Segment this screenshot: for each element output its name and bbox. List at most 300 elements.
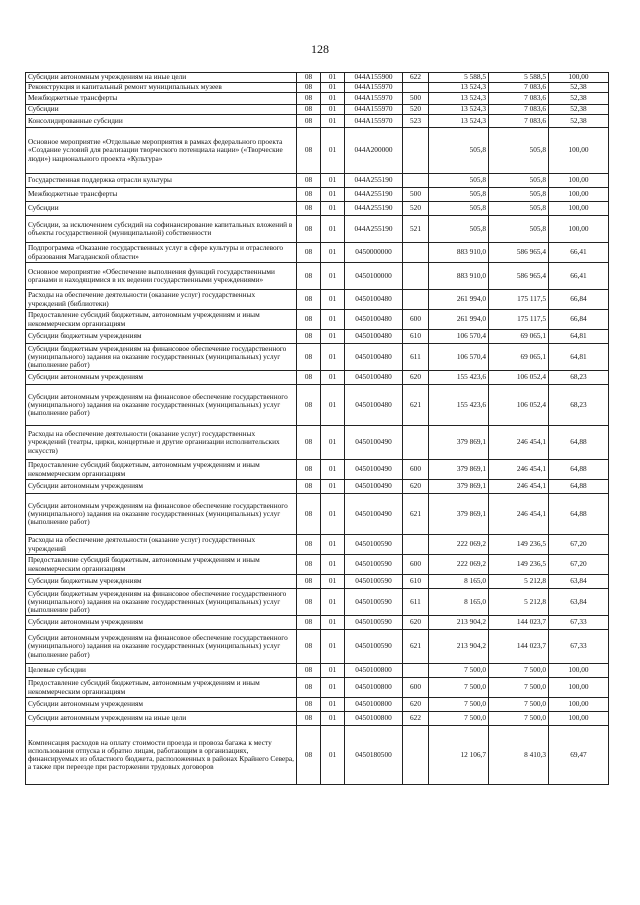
subsection-code: 01: [321, 128, 345, 174]
expense-type-code: 611: [403, 589, 429, 616]
section-code: 08: [297, 698, 321, 712]
expense-type-code: 620: [403, 616, 429, 630]
subsection-code: 01: [321, 105, 345, 115]
target-article-code: 0450100590: [345, 555, 403, 575]
actual-amount: 586 965,4: [489, 243, 549, 263]
section-code: 08: [297, 128, 321, 174]
expense-type-code: 523: [403, 115, 429, 128]
target-article-code: 0450100490: [345, 426, 403, 460]
actual-amount: 149 236,5: [489, 555, 549, 575]
actual-amount: 7 083,6: [489, 115, 549, 128]
actual-amount: 8 410,3: [489, 726, 549, 785]
subsection-code: 01: [321, 575, 345, 589]
section-code: 08: [297, 630, 321, 664]
execution-percent: 66,84: [549, 290, 609, 310]
table-row: [26, 344, 609, 371]
section-code: 08: [297, 616, 321, 630]
row-name: Субсидии, за исключением субсидий на софинансирование капитальных вложений в объекты государственной (муниципальной) собственности: [26, 216, 297, 243]
subsection-code: 01: [321, 589, 345, 616]
row-name: Субсидии автономным учреждениям на финансовое обеспечение государственного (муниципального) задания на оказание государственных (муниципальных) услуг (выполнение работ): [26, 385, 297, 426]
expense-type-code: [403, 535, 429, 555]
planned-amount: 222 069,2: [429, 535, 489, 555]
subsection-code: 01: [321, 83, 345, 93]
execution-percent: 64,81: [549, 330, 609, 344]
execution-percent: 52,38: [549, 83, 609, 93]
actual-amount: 505,8: [489, 202, 549, 216]
expense-type-code: 611: [403, 344, 429, 371]
table-row: [26, 83, 609, 93]
row-name: Субсидии бюджетным учреждениям: [26, 330, 297, 344]
section-code: 08: [297, 678, 321, 698]
actual-amount: 246 454,1: [489, 494, 549, 535]
expense-type-code: [403, 174, 429, 188]
subsection-code: 01: [321, 344, 345, 371]
expense-type-code: 600: [403, 678, 429, 698]
planned-amount: 155 423,6: [429, 371, 489, 385]
table-row: [26, 726, 609, 785]
section-code: 08: [297, 535, 321, 555]
target-article-code: 0450100480: [345, 371, 403, 385]
subsection-code: 01: [321, 310, 345, 330]
row-name: Предоставление субсидий бюджетным, автономным учреждениям и иным некоммерческим организациям: [26, 678, 297, 698]
target-article-code: 044A155900: [345, 73, 403, 83]
target-article-code: 0450100800: [345, 698, 403, 712]
section-code: 08: [297, 712, 321, 726]
target-article-code: 0450100800: [345, 664, 403, 678]
table-row: [26, 460, 609, 480]
execution-percent: 66,84: [549, 310, 609, 330]
subsection-code: 01: [321, 263, 345, 290]
target-article-code: 0450100480: [345, 344, 403, 371]
execution-percent: 69,47: [549, 726, 609, 785]
row-name: Субсидии автономным учреждениям на иные цели: [26, 73, 297, 83]
table-row: [26, 630, 609, 664]
planned-amount: 505,8: [429, 174, 489, 188]
actual-amount: 505,8: [489, 128, 549, 174]
row-name: Субсидии бюджетным учреждениям на финансовое обеспечение государственного (муниципального) задания на оказание государственных (муниципальных) услуг (выполнение работ): [26, 589, 297, 616]
planned-amount: 261 994,0: [429, 290, 489, 310]
planned-amount: 883 910,0: [429, 243, 489, 263]
row-name: Расходы на обеспечение деятельности (оказание услуг) государственных учреждений (библиотеки): [26, 290, 297, 310]
subsection-code: 01: [321, 480, 345, 494]
section-code: 08: [297, 83, 321, 93]
planned-amount: 13 524,3: [429, 93, 489, 105]
expense-type-code: 521: [403, 216, 429, 243]
target-article-code: 044A255190: [345, 216, 403, 243]
target-article-code: 0450100800: [345, 712, 403, 726]
target-article-code: 0450100800: [345, 678, 403, 698]
target-article-code: 0450100590: [345, 616, 403, 630]
planned-amount: 222 069,2: [429, 555, 489, 575]
target-article-code: 0450100000: [345, 263, 403, 290]
execution-percent: 67,33: [549, 616, 609, 630]
row-name: Предоставление субсидий бюджетным, автономным учреждениям и иным некоммерческим организациям: [26, 460, 297, 480]
target-article-code: 0450180500: [345, 726, 403, 785]
execution-percent: 67,33: [549, 630, 609, 664]
planned-amount: 883 910,0: [429, 263, 489, 290]
execution-percent: 64,88: [549, 494, 609, 535]
subsection-code: 01: [321, 330, 345, 344]
expense-type-code: 621: [403, 630, 429, 664]
section-code: 08: [297, 73, 321, 83]
planned-amount: 8 165,0: [429, 575, 489, 589]
planned-amount: 13 524,3: [429, 115, 489, 128]
table-row: [26, 535, 609, 555]
expense-type-code: [403, 263, 429, 290]
row-name: Подпрограмма «Оказание государственных услуг в сфере культуры и отраслевого образования Магаданской области»: [26, 243, 297, 263]
expense-type-code: 500: [403, 188, 429, 202]
table-row: [26, 678, 609, 698]
section-code: 08: [297, 115, 321, 128]
row-name: Субсидии бюджетным учреждениям: [26, 575, 297, 589]
subsection-code: 01: [321, 371, 345, 385]
planned-amount: 7 500,0: [429, 712, 489, 726]
execution-percent: 100,00: [549, 712, 609, 726]
actual-amount: 149 236,5: [489, 535, 549, 555]
target-article-code: 0450100590: [345, 535, 403, 555]
row-name: Субсидии автономным учреждениям на иные цели: [26, 712, 297, 726]
planned-amount: 106 570,4: [429, 330, 489, 344]
subsection-code: 01: [321, 426, 345, 460]
table-row: [26, 589, 609, 616]
execution-percent: 52,38: [549, 115, 609, 128]
subsection-code: 01: [321, 73, 345, 83]
expense-type-code: 620: [403, 480, 429, 494]
planned-amount: 213 904,2: [429, 630, 489, 664]
execution-percent: 100,00: [549, 698, 609, 712]
row-name: Консолидированные субсидии: [26, 115, 297, 128]
target-article-code: 044A255190: [345, 202, 403, 216]
table-body: [26, 73, 609, 785]
planned-amount: 155 423,6: [429, 385, 489, 426]
section-code: 08: [297, 426, 321, 460]
row-name: Субсидии: [26, 105, 297, 115]
subsection-code: 01: [321, 460, 345, 480]
actual-amount: 5 212,8: [489, 589, 549, 616]
table-row: [26, 330, 609, 344]
section-code: 08: [297, 216, 321, 243]
expense-type-code: [403, 426, 429, 460]
target-article-code: 0450100480: [345, 290, 403, 310]
actual-amount: 246 454,1: [489, 426, 549, 460]
actual-amount: 7 500,0: [489, 664, 549, 678]
section-code: 08: [297, 243, 321, 263]
subsection-code: 01: [321, 494, 345, 535]
expense-type-code: 600: [403, 555, 429, 575]
section-code: 08: [297, 555, 321, 575]
target-article-code: 044A200000: [345, 128, 403, 174]
actual-amount: 106 052,4: [489, 385, 549, 426]
table-row: [26, 73, 609, 83]
actual-amount: 7 083,6: [489, 105, 549, 115]
planned-amount: 7 500,0: [429, 664, 489, 678]
section-code: 08: [297, 263, 321, 290]
expense-type-code: 500: [403, 93, 429, 105]
planned-amount: 379 869,1: [429, 460, 489, 480]
execution-percent: 68,23: [549, 385, 609, 426]
execution-percent: 52,38: [549, 93, 609, 105]
target-article-code: 044A155970: [345, 93, 403, 105]
expense-type-code: [403, 128, 429, 174]
expense-type-code: [403, 726, 429, 785]
row-name: Расходы на обеспечение деятельности (оказание услуг) государственных учреждений: [26, 535, 297, 555]
subsection-code: 01: [321, 202, 345, 216]
table-row: [26, 371, 609, 385]
actual-amount: 7 083,6: [489, 83, 549, 93]
row-name: Субсидии автономным учреждениям: [26, 616, 297, 630]
target-article-code: 044A255190: [345, 174, 403, 188]
execution-percent: 100,00: [549, 216, 609, 243]
row-name: Субсидии автономным учреждениям на финансовое обеспечение государственного (муниципального) задания на оказание государственных (муниципальных) услуг (выполнение работ): [26, 494, 297, 535]
row-name: Межбюджетные трансферты: [26, 93, 297, 105]
table-row: [26, 216, 609, 243]
planned-amount: 505,8: [429, 188, 489, 202]
actual-amount: 586 965,4: [489, 263, 549, 290]
planned-amount: 379 869,1: [429, 426, 489, 460]
actual-amount: 69 065,1: [489, 344, 549, 371]
table-row: [26, 115, 609, 128]
table-row: [26, 93, 609, 105]
expense-type-code: [403, 290, 429, 310]
row-name: Целевые субсидии: [26, 664, 297, 678]
section-code: 08: [297, 174, 321, 188]
planned-amount: 13 524,3: [429, 83, 489, 93]
expense-type-code: [403, 83, 429, 93]
execution-percent: 64,81: [549, 344, 609, 371]
planned-amount: 505,8: [429, 128, 489, 174]
target-article-code: 044A155970: [345, 105, 403, 115]
table-row: [26, 385, 609, 426]
section-code: 08: [297, 589, 321, 616]
target-article-code: 0450100590: [345, 575, 403, 589]
table-row: [26, 664, 609, 678]
actual-amount: 246 454,1: [489, 480, 549, 494]
subsection-code: 01: [321, 188, 345, 202]
subsection-code: 01: [321, 726, 345, 785]
subsection-code: 01: [321, 630, 345, 664]
execution-percent: 66,41: [549, 243, 609, 263]
row-name: Компенсация расходов на оплату стоимости проезда и провоза багажа к месту использования отпуска и обратно лицам, работающим в организациях, финансируемых из областного бюджета, расположенных в районах Крайнего Севера, а также при переезде при расторжении трудовых договоров: [26, 726, 297, 785]
expense-type-code: 621: [403, 385, 429, 426]
actual-amount: 5 212,8: [489, 575, 549, 589]
section-code: 08: [297, 460, 321, 480]
section-code: 08: [297, 664, 321, 678]
actual-amount: 175 117,5: [489, 290, 549, 310]
table-row: [26, 290, 609, 310]
planned-amount: 106 570,4: [429, 344, 489, 371]
table-row: [26, 202, 609, 216]
subsection-code: 01: [321, 535, 345, 555]
row-name: Основное мероприятие «Отдельные мероприятия в рамках федерального проекта «Создание условий для реализации творческого потенциала нации» («Творческие люди») национального проекта «Культура»: [26, 128, 297, 174]
planned-amount: 379 869,1: [429, 480, 489, 494]
row-name: Расходы на обеспечение деятельности (оказание услуг) государственных учреждений (театры, цирки, концертные и другие организации исполнительских искусств): [26, 426, 297, 460]
execution-percent: 52,38: [549, 105, 609, 115]
table-row: [26, 712, 609, 726]
actual-amount: 505,8: [489, 188, 549, 202]
expense-type-code: 622: [403, 712, 429, 726]
target-article-code: 0450000000: [345, 243, 403, 263]
table-row: [26, 616, 609, 630]
execution-percent: 100,00: [549, 664, 609, 678]
actual-amount: 505,8: [489, 174, 549, 188]
row-name: Реконструкция и капитальный ремонт муниципальных музеев: [26, 83, 297, 93]
execution-percent: 67,20: [549, 535, 609, 555]
execution-percent: 100,00: [549, 678, 609, 698]
subsection-code: 01: [321, 678, 345, 698]
row-name: Субсидии автономным учреждениям: [26, 480, 297, 494]
table-row: [26, 128, 609, 174]
row-name: Предоставление субсидий бюджетным, автономным учреждениям и иным некоммерческим организациям: [26, 310, 297, 330]
execution-percent: 66,41: [549, 263, 609, 290]
target-article-code: 0450100590: [345, 589, 403, 616]
row-name: Межбюджетные трансферты: [26, 188, 297, 202]
table-row: [26, 555, 609, 575]
table-row: [26, 480, 609, 494]
subsection-code: 01: [321, 216, 345, 243]
row-name: Субсидии: [26, 202, 297, 216]
section-code: 08: [297, 371, 321, 385]
planned-amount: 505,8: [429, 216, 489, 243]
execution-percent: 64,88: [549, 426, 609, 460]
subsection-code: 01: [321, 664, 345, 678]
subsection-code: 01: [321, 698, 345, 712]
row-name: Основное мероприятие «Обеспечение выполнения функций государственными органами и находящимися в их ведении государственными учреждениями»: [26, 263, 297, 290]
actual-amount: 175 117,5: [489, 310, 549, 330]
planned-amount: 261 994,0: [429, 310, 489, 330]
expense-type-code: 622: [403, 73, 429, 83]
row-name: Субсидии бюджетным учреждениям на финансовое обеспечение государственного (муниципального) задания на оказание государственных (муниципальных) услуг (выполнение работ): [26, 344, 297, 371]
expense-type-code: 620: [403, 371, 429, 385]
execution-percent: 100,00: [549, 174, 609, 188]
actual-amount: 246 454,1: [489, 460, 549, 480]
expense-type-code: 520: [403, 105, 429, 115]
expense-type-code: 600: [403, 460, 429, 480]
target-article-code: 044A155970: [345, 83, 403, 93]
planned-amount: 7 500,0: [429, 678, 489, 698]
table-row: [26, 698, 609, 712]
table-row: [26, 263, 609, 290]
table-row: [26, 174, 609, 188]
execution-percent: 68,23: [549, 371, 609, 385]
target-article-code: 0450100490: [345, 460, 403, 480]
section-code: 08: [297, 344, 321, 371]
row-name: Предоставление субсидий бюджетным, автономным учреждениям и иным некоммерческим организациям: [26, 555, 297, 575]
table-row: [26, 426, 609, 460]
subsection-code: 01: [321, 385, 345, 426]
subsection-code: 01: [321, 290, 345, 310]
target-article-code: 0450100590: [345, 630, 403, 664]
table-row: [26, 494, 609, 535]
actual-amount: 144 023,7: [489, 630, 549, 664]
subsection-code: 01: [321, 555, 345, 575]
execution-percent: 100,00: [549, 73, 609, 83]
table-row: [26, 575, 609, 589]
subsection-code: 01: [321, 93, 345, 105]
target-article-code: 0450100480: [345, 385, 403, 426]
target-article-code: 044A155970: [345, 115, 403, 128]
expense-type-code: 620: [403, 698, 429, 712]
target-article-code: 044A255190: [345, 188, 403, 202]
planned-amount: 8 165,0: [429, 589, 489, 616]
expense-type-code: 621: [403, 494, 429, 535]
actual-amount: 7 500,0: [489, 712, 549, 726]
section-code: 08: [297, 202, 321, 216]
execution-percent: 100,00: [549, 188, 609, 202]
actual-amount: 7 500,0: [489, 678, 549, 698]
actual-amount: 505,8: [489, 216, 549, 243]
section-code: 08: [297, 290, 321, 310]
execution-percent: 67,20: [549, 555, 609, 575]
table-row: [26, 188, 609, 202]
execution-percent: 63,84: [549, 575, 609, 589]
section-code: 08: [297, 575, 321, 589]
planned-amount: 505,8: [429, 202, 489, 216]
actual-amount: 106 052,4: [489, 371, 549, 385]
actual-amount: 7 083,6: [489, 93, 549, 105]
subsection-code: 01: [321, 712, 345, 726]
table-row: [26, 310, 609, 330]
execution-percent: 100,00: [549, 202, 609, 216]
page-number: 128: [311, 42, 329, 56]
planned-amount: 13 524,3: [429, 105, 489, 115]
section-code: 08: [297, 494, 321, 535]
expense-type-code: 520: [403, 202, 429, 216]
row-name: Субсидии автономным учреждениям на финансовое обеспечение государственного (муниципального) задания на оказание государственных (муниципальных) услуг (выполнение работ): [26, 630, 297, 664]
actual-amount: 7 500,0: [489, 698, 549, 712]
expense-type-code: 610: [403, 575, 429, 589]
budget-table: [25, 72, 609, 785]
section-code: 08: [297, 726, 321, 785]
execution-percent: 64,88: [549, 480, 609, 494]
expense-type-code: 600: [403, 310, 429, 330]
planned-amount: 379 869,1: [429, 494, 489, 535]
section-code: 08: [297, 310, 321, 330]
row-name: Субсидии автономным учреждениям: [26, 698, 297, 712]
planned-amount: 213 904,2: [429, 616, 489, 630]
target-article-code: 0450100480: [345, 310, 403, 330]
subsection-code: 01: [321, 243, 345, 263]
row-name: Государственная поддержка отрасли культуры: [26, 174, 297, 188]
section-code: 08: [297, 480, 321, 494]
expense-type-code: 610: [403, 330, 429, 344]
target-article-code: 0450100480: [345, 330, 403, 344]
subsection-code: 01: [321, 115, 345, 128]
section-code: 08: [297, 385, 321, 426]
planned-amount: 12 106,7: [429, 726, 489, 785]
section-code: 08: [297, 188, 321, 202]
execution-percent: 63,84: [549, 589, 609, 616]
actual-amount: 5 588,5: [489, 73, 549, 83]
section-code: 08: [297, 105, 321, 115]
table-row: [26, 105, 609, 115]
expense-type-code: [403, 664, 429, 678]
section-code: 08: [297, 93, 321, 105]
table-row: [26, 243, 609, 263]
row-name: Субсидии автономным учреждениям: [26, 371, 297, 385]
subsection-code: 01: [321, 616, 345, 630]
expense-type-code: [403, 243, 429, 263]
target-article-code: 0450100490: [345, 494, 403, 535]
actual-amount: 69 065,1: [489, 330, 549, 344]
actual-amount: 144 023,7: [489, 616, 549, 630]
section-code: 08: [297, 330, 321, 344]
planned-amount: 5 588,5: [429, 73, 489, 83]
execution-percent: 100,00: [549, 128, 609, 174]
execution-percent: 64,88: [549, 460, 609, 480]
target-article-code: 0450100490: [345, 480, 403, 494]
subsection-code: 01: [321, 174, 345, 188]
planned-amount: 7 500,0: [429, 698, 489, 712]
